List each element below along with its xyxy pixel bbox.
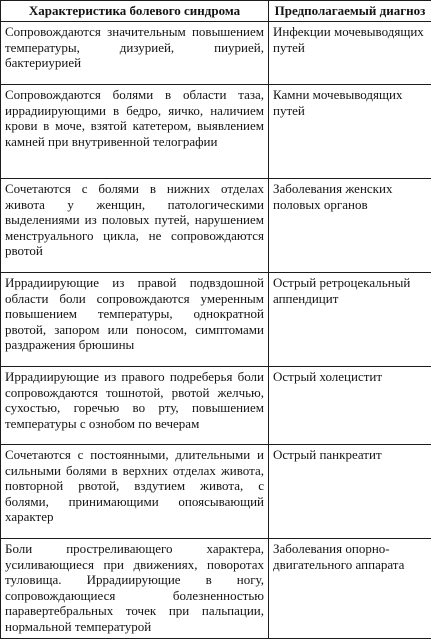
diagnosis-cell: Острый ретроцекальный аппендицит [269, 273, 431, 367]
table-row [1, 22, 431, 85]
table-row [1, 367, 431, 445]
table-row [1, 539, 431, 639]
diagnosis-cell: Инфекции мочевыводящих путей [269, 22, 431, 85]
column-header-symptoms: Характеристика болевого синдрома [1, 1, 269, 22]
symptoms-cell: Иррадиирующие из правой подвздошной области боли сопровождаются умеренным повышением температуры, однократной рвотой, запором или поносом, симптомами раздражения брюшины [1, 273, 269, 367]
table-row [1, 85, 431, 179]
column-header-diagnosis: Предполагаемый диагноз [269, 1, 431, 22]
diagnosis-cell: Острый холецистит [269, 367, 431, 445]
table-row [1, 179, 431, 273]
table-row [1, 445, 431, 539]
diagnosis-cell: Острый панкреатит [269, 445, 431, 539]
table-header [1, 1, 431, 22]
table-body [1, 22, 431, 639]
symptoms-cell: Иррадиирующие из правого подреберья боли сопровождаются тошнотой, рвотой желчью, сухостью, горечью во рту, повышением температуры с ознобом по вечерам [1, 367, 269, 445]
symptoms-cell: Сопровождаются значительным повышением температуры, дизурией, пиурией, бактериурией [1, 22, 269, 85]
table-row [1, 273, 431, 367]
diagnosis-cell: Заболевания опорно-двигательного аппарата [269, 539, 431, 639]
symptoms-cell: Боли простреливающего характера, усиливающиеся при движениях, поворотах туловища. Иррадиирующие в ногу, сопровождающиеся болезненностью паравертебральных точек при пальпации, нормальной температурой [1, 539, 269, 639]
symptoms-cell: Сочетаются с постоянными, длительными и сильными болями в верхних отделах живота, повторной рвотой, вздутием живота, с болями, принимающими опоясывающий характер [1, 445, 269, 539]
diagnosis-cell: Заболевания женских половых органов [269, 179, 431, 273]
symptoms-cell: Сочетаются с болями в нижних отделах живота у женщин, патологическими выделениями из половых путей, нарушением менструального цикла, не сопровождаются рвотой [1, 179, 269, 273]
symptoms-cell: Сопровождаются болями в области таза, иррадиирующими в бедро, яичко, наличием крови в моче, взятой катетером, выявлением камней при внутривенной телографии [1, 85, 269, 179]
header-row [1, 1, 431, 22]
diagnosis-cell: Камни мочевыводящих путей [269, 85, 431, 179]
